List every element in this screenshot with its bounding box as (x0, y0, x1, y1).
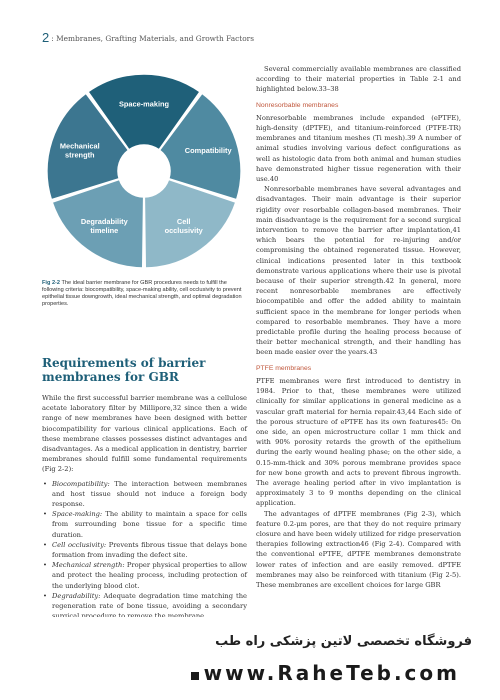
section-heading: Requirements of barrier membranes for GBR (42, 356, 206, 384)
bullet-icon (191, 672, 199, 680)
subheading-nonresorbable: Nonresorbable membranes (256, 101, 339, 109)
list-item: • Mechanical strength: Proper physical properties to allow and protect the healing process, including protection of the underlying blood clot. (52, 560, 247, 591)
right-intro: Several commercially available membranes are classified according to their material properties in Table 2-1 and highlighted below.33–38 (256, 65, 461, 94)
list-item: • Biocompatibility: The interaction between membranes and host tissue should not induce a foreign body response. (52, 479, 247, 510)
paragraph: PTFE membranes were first introduced to dentistry in 1984. Prior to that, these membranes were utilized clinically for similar applications in general medicine as a vascular graft material for hernia repair.43,44 Each side of the porous structure of ePTFE has its own features45: On one side, an open microstructure collar 1 mm thick and with 90% porosity retards the growth of the epithelium during the early wound healing phase; on the other side, a 0.15-mm-thick and 30% porous membrane provides space for new bone growth and acts to prevent fibrous ingrowth. The average healing period after in vivo implantation is approximately 3 to 9 months depending on the clinical application. (256, 376, 461, 508)
list-item: • Cell occlusivity: Prevents fibrous tissue that delays bone formation from invading the defect site. (52, 540, 247, 560)
caption-label: Fig 2-2 (42, 280, 61, 286)
caption-text: The ideal barrier membrane for GBR procedures needs to fulfill the following criteria: biocompatibility, space-making ability, cell occlusivity to prevent epithelial tissue downgrowth, ideal mechanical strength, and optimal degradation properties. (42, 280, 242, 308)
donut-svg (42, 70, 247, 272)
list-item: • Space-making: The ability to maintain a space for cells from surrounding bone tissue for a specific time duration. (52, 509, 247, 540)
store-url[interactable]: www.RaheTeb.com (191, 661, 460, 685)
requirements-list (42, 479, 247, 622)
running-header (42, 30, 254, 45)
chapter-number: 2 (42, 30, 50, 45)
watermark-banner (0, 617, 500, 700)
donut-segment-label: Space-making (118, 99, 170, 109)
paragraph: Nonresorbable membranes include expanded (ePTFE), high-density (dPTFE), and titanium-reinforced (PTFE-TR) membranes and titanium meshes (Ti mesh).39 A number of animal studies involving various defect configurations as well as histologic data from both animal and human studies have demonstrated higher tissue regeneration with their use.40 (256, 113, 461, 184)
store-name: فروشگاه تخصصی لاتین پزشکی راه طب (215, 634, 472, 649)
left-column (42, 393, 247, 621)
donut-segment-label: Mechanical strength (59, 141, 100, 160)
subheading-ptfe: PTFE membranes (256, 364, 312, 372)
donut-segment-label: Degradability timeline (80, 217, 128, 236)
right-column (256, 64, 461, 590)
criteria-donut-figure (42, 70, 247, 272)
paragraph: Nonresorbable membranes have several advantages and disadvantages. Their main advantage is their superior rigidity over resorbable collagen-based membranes. Their main disadvantage is the requirement for a second surgical intervention to remove the barrier after implantation,41 which bears the potential for re-injuring and/or compromising the obtained regenerated tissue. However, clinical indications presented later in this textbook demonstrate various applications where their use is pivotal because of their superior strength.42 In general, more recent nonresorbable membranes are effectively biocompatible and offer the added ability to maintain sufficient space in the membrane for longer periods when compared to resorbable membranes. They have a more predictable profile during the healing process because of their better mechanical strength, and their handling has been made easier over the years.43 (256, 185, 461, 357)
list-item: • Degradability: Adequate degradation time matching the regeneration rate of bone tissue, avoiding a secondary (52, 591, 247, 622)
chapter-title: : Membranes, Grafting Materials, and Growth Factors (51, 34, 254, 43)
paragraph: The advantages of dPTFE membranes (Fig 2-3), which feature 0.2-μm pores, are that they do not require primary closure and have been widely utilized for ridge preservation therapies following extraction46 (Fig 2-4). Compared with the conventional ePTFE, dPTFE membranes demonstrate lower rates of infection and are easily removed. dPTFE membranes may also be reinforced with titanium (Fig 2-5). These membranes are excellent choices for large GBR (256, 509, 461, 589)
figure-caption (42, 280, 244, 308)
left-intro: While the first successful barrier membrane was a cellulose acetate laboratory filter by Millipore,32 since then a wide range of new membranes have been designed with better biocompatibility for various clinical applications. Each of these membrane classes possesses distinct advantages and disadvantages. As a medical application in dentistry, barrier membranes should fulfill some fundamental requirements (Fig 2-2): (42, 394, 247, 474)
donut-hole (119, 146, 169, 196)
donut-segment-label: Compatibility (184, 146, 232, 156)
donut-segment-label: Cell occlusivity (164, 217, 203, 236)
